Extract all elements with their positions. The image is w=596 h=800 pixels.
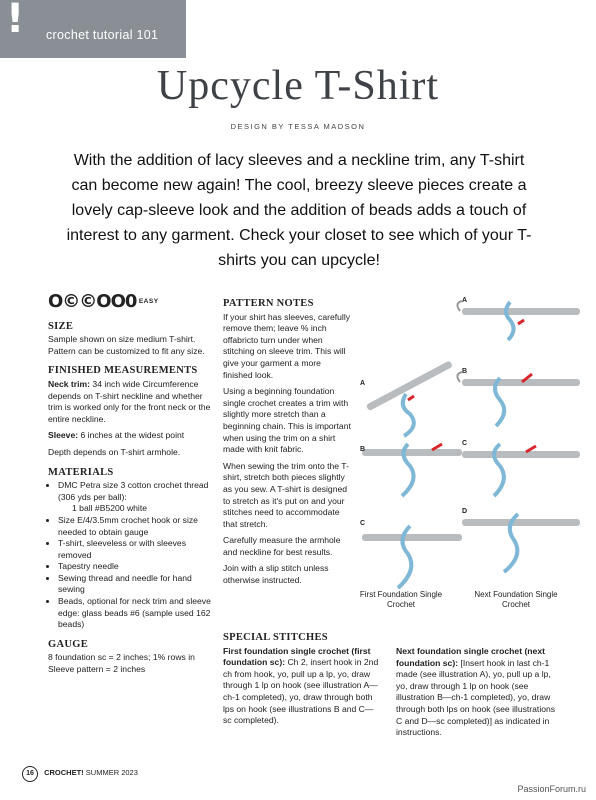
special-stitches-next xyxy=(396,646,556,744)
materials-heading: MATERIALS xyxy=(48,466,114,478)
figure-letter: B xyxy=(360,446,366,453)
figure-letter: A xyxy=(462,297,468,304)
depth-text: Depth depends on T-shirt armhole. xyxy=(48,446,181,457)
list-item: • Beads, optional for neck trim and sleeve edge: glass beads #6 (sample used 162 beads) xyxy=(58,596,214,631)
byline: DESIGN BY TESSA MADSON xyxy=(230,122,366,131)
next-text: [Insert hook in last ch-1 made (see illustration A), yo, pull up a lp, yo, draw through 1 lp on hook (see illustration B—ch-1 completed), yo, draw through both lps on hook (see illustrations C and D—sc completed)] as indicated in instructions. xyxy=(396,657,556,738)
illustration-right-b xyxy=(457,372,580,426)
figure-letter: C xyxy=(462,440,468,447)
notes-paragraph: If your shirt has sleeves, carefully remove them; leave % inch offabricto turn under when stitching on sleeve trim. This will give your garment a more finished look. xyxy=(223,311,351,380)
list-item: • DMC Petra size 3 cotton crochet thread (306 yds per ball): 1 ball #B5200 white xyxy=(58,480,214,515)
skill-symbols: O©©OO0 xyxy=(48,291,137,312)
list-item: • Sewing thread and needle for hand sewing xyxy=(58,573,214,596)
illustration-left-a xyxy=(366,360,453,436)
neck-label: Neck trim: xyxy=(48,378,91,389)
list-item: • T-shirt, sleeveless or with sleeves removed xyxy=(58,538,214,561)
section-label: crochet tutorial 101 xyxy=(46,28,159,42)
page-number: 16 xyxy=(22,766,38,782)
neck-trim xyxy=(48,379,214,425)
illustration-right-c xyxy=(462,444,580,496)
left-column xyxy=(48,291,214,681)
figure-letter: C xyxy=(360,520,366,527)
skill-level xyxy=(48,291,214,312)
figure-letter: A xyxy=(360,380,366,387)
next-foundation xyxy=(396,646,556,739)
skill-level-label: EASY xyxy=(138,298,159,305)
size-text: Sample shown on size medium T-shirt. Pattern can be customized to fit any size. xyxy=(48,334,205,356)
notes-heading: PATTERN NOTES xyxy=(223,298,314,309)
list-item: • Tapestry needle xyxy=(58,561,214,573)
sleeve-text: 6 inches at the widest point xyxy=(80,430,185,441)
notes-paragraph: Carefully measure the armhole and neckline for best results. xyxy=(223,535,341,557)
intro-text: With the addition of lacy sleeves and a neckline trim, any T-shirt can become new again! The cool, breezy sleeve pieces create a lovely cap-sleeve look and the addition of beads adds a touch of interest to any garment. Check your closet to see which of your T-shirts you can upcycle! xyxy=(66,152,532,269)
finished-heading: FINISHED MEASUREMENTS xyxy=(48,365,198,377)
page-title: Upcycle T-Shirt xyxy=(156,63,440,109)
list-subitem: 1 ball #B5200 white xyxy=(72,503,148,514)
illustration-right-a xyxy=(457,301,580,340)
notes-paragraph: When sewing the trim onto the T-shirt, stretch both pieces slightly as you sew. A T-shirt is designed to stretch as it's put on and your stitches need to accommodate that stretch. xyxy=(223,460,349,529)
issue: SUMMER 2023 xyxy=(85,768,138,777)
sleeve-size xyxy=(48,430,214,442)
exclamation-icon: ! xyxy=(6,0,25,42)
size-heading: SIZE xyxy=(48,320,74,332)
caption-first: First Foundation Single Crochet xyxy=(359,590,443,609)
list-item: • Size E/4/3.5mm crochet hook or size needed to obtain gauge xyxy=(58,515,214,538)
illustration-right-d xyxy=(462,514,580,572)
illustration-left-b xyxy=(362,444,462,496)
section-tab xyxy=(0,0,186,58)
gauge-heading: GAUGE xyxy=(48,638,89,650)
gauge-text: 8 foundation sc = 2 inches; 1% rows in Sleeve pattern = 2 inches xyxy=(48,652,195,675)
neck-text: 34 inch wide Circumference depends on T-shirt neckline and whether trim is worked only for the front neck or the entire neckline. xyxy=(48,378,211,424)
first-label: First foundation single crochet (first foundation sc): xyxy=(223,645,371,668)
notes-column xyxy=(223,298,351,592)
illustration-left-c xyxy=(362,526,462,588)
magazine-name: CROCHET! xyxy=(44,768,84,777)
first-text: Ch 2, insert hook in 2nd ch from hook, yo, pull up a lp, yo, draw through 1 lp on hook (see illustration A—ch-1 completed), yo, draw through both lps on hook (see illustrations B and C—sc completed). xyxy=(223,657,379,726)
stitch-illustrations xyxy=(350,294,586,624)
sleeve-label: Sleeve: xyxy=(48,430,79,441)
caption-next: Next Foundation Single Crochet xyxy=(474,590,558,609)
notes-paragraph: Join with a slip stitch unless otherwise instructed. xyxy=(223,563,329,586)
special-stitches-first xyxy=(223,632,381,732)
first-foundation xyxy=(223,646,381,727)
figure-letter: B xyxy=(462,368,468,375)
special-heading: SPECIAL STITCHES xyxy=(223,632,328,643)
materials-list xyxy=(48,480,214,631)
next-label: Next foundation single crochet (next foundation sc): xyxy=(396,646,545,668)
notes-paragraph: Using a beginning foundation single crochet creates a trim with slightly more stretch than a beginning chain. This is important when using the trim on a shirt made with knit fabric. xyxy=(223,386,351,455)
figure-letter: D xyxy=(462,508,468,515)
watermark: PassionForum.ru xyxy=(517,784,586,794)
page-footer xyxy=(22,766,138,782)
